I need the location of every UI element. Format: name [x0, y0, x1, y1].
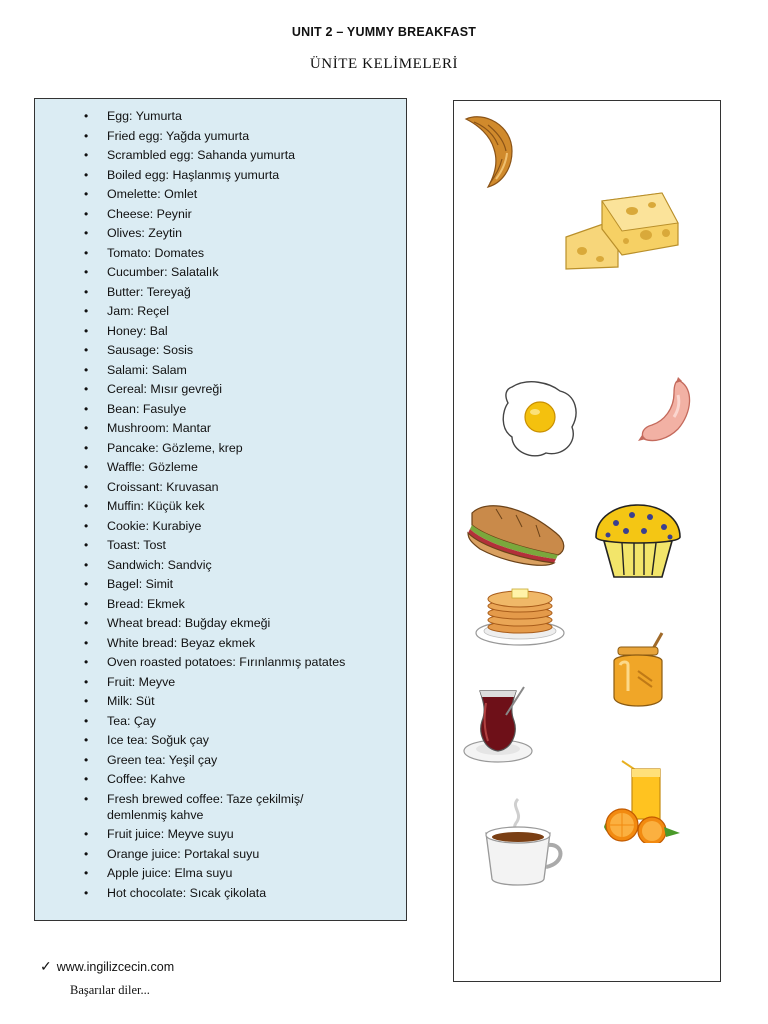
vocabulary-item: • Toast: Tost — [35, 537, 406, 553]
vocabulary-item: • Scrambled egg: Sahanda yumurta — [35, 147, 406, 163]
muffin-illustration — [592, 501, 684, 581]
vocabulary-item: • Salami: Salam — [35, 362, 406, 378]
cheese-illustration — [562, 189, 682, 273]
footer-website — [40, 958, 174, 975]
vocabulary-item: • Cookie: Kurabiye — [35, 518, 406, 534]
pancake-illustration — [474, 583, 566, 647]
vocabulary-item: • Fried egg: Yağda yumurta — [35, 128, 406, 144]
croissant-illustration — [460, 111, 518, 189]
vocabulary-item: • Coffee: Kahve — [35, 771, 406, 787]
vocabulary-item: • Boiled egg: Haşlanmış yumurta — [35, 167, 406, 183]
website-text[interactable]: www.ingilizcecin.com — [56, 960, 175, 974]
vocabulary-item: • Oven roasted potatoes: Fırınlanmış patates — [35, 654, 406, 670]
vocabulary-item: • Apple juice: Elma suyu — [35, 865, 406, 881]
vocabulary-item: • Cheese: Peynir — [35, 206, 406, 222]
vocabulary-item: • Olives: Zeytin — [35, 225, 406, 241]
vocabulary-item: • Wheat bread: Buğday ekmeği — [35, 615, 406, 631]
vocabulary-item: • Orange juice: Portakal suyu — [35, 846, 406, 862]
vocabulary-item: • Milk: Süt — [35, 693, 406, 709]
vocabulary-item: • Muffin: Küçük kek — [35, 498, 406, 514]
vocabulary-item: • Cucumber: Salatalık — [35, 264, 406, 280]
vocabulary-item: • Bean: Fasulye — [35, 401, 406, 417]
vocabulary-item: • Fruit juice: Meyve suyu — [35, 826, 406, 842]
check-icon: ✓ — [40, 958, 52, 974]
vocabulary-item: • Mushroom: Mantar — [35, 420, 406, 436]
page-subtitle: ÜNİTE KELİMELERİ — [309, 56, 459, 72]
vocabulary-item: • Sausage: Sosis — [35, 342, 406, 358]
tea-glass-illustration — [462, 685, 538, 767]
vocabulary-item: • Pancake: Gözleme, krep — [35, 440, 406, 456]
vocabulary-item: • Jam: Reçel — [35, 303, 406, 319]
vocabulary-item: • Green tea: Yeşil çay — [35, 752, 406, 768]
vocabulary-item: • Honey: Bal — [35, 323, 406, 339]
vocabulary-panel — [34, 98, 407, 921]
sandwich-illustration — [466, 497, 570, 567]
vocabulary-item: • Ice tea: Soğuk çay — [35, 732, 406, 748]
vocabulary-item: • Croissant: Kruvasan — [35, 479, 406, 495]
honey-jar-illustration — [608, 631, 672, 711]
coffee-cup-illustration — [480, 795, 568, 891]
page-title: UNIT 2 – YUMMY BREAKFAST — [291, 25, 477, 39]
vocabulary-item: • Omelette: Omlet — [35, 186, 406, 202]
vocabulary-item: • Sandwich: Sandviç — [35, 557, 406, 573]
footer-note: Başarılar diler... — [70, 983, 150, 997]
vocabulary-item: • Bread: Ekmek — [35, 596, 406, 612]
vocabulary-item: • Fruit: Meyve — [35, 674, 406, 690]
fried-egg-illustration — [498, 377, 582, 461]
vocabulary-item: • Cereal: Mısır gevreği — [35, 381, 406, 397]
vocabulary-item: • Fresh brewed coffee: Taze çekilmiş/ demlenmiş kahve — [35, 791, 406, 823]
vocabulary-item: • Egg: Yumurta — [35, 108, 406, 124]
orange-juice-illustration — [602, 757, 684, 843]
vocabulary-list — [35, 108, 406, 904]
vocabulary-item: • White bread: Beyaz ekmek — [35, 635, 406, 651]
vocabulary-item: • Waffle: Gözleme — [35, 459, 406, 475]
vocabulary-item: • Bagel: Simit — [35, 576, 406, 592]
vocabulary-item: • Butter: Tereyağ — [35, 284, 406, 300]
sausage-illustration — [634, 373, 698, 447]
picture-panel — [453, 100, 721, 982]
vocabulary-item: • Hot chocolate: Sıcak çikolata — [35, 885, 406, 901]
vocabulary-item: • Tea: Çay — [35, 713, 406, 729]
vocabulary-item: • Tomato: Domates — [35, 245, 406, 261]
